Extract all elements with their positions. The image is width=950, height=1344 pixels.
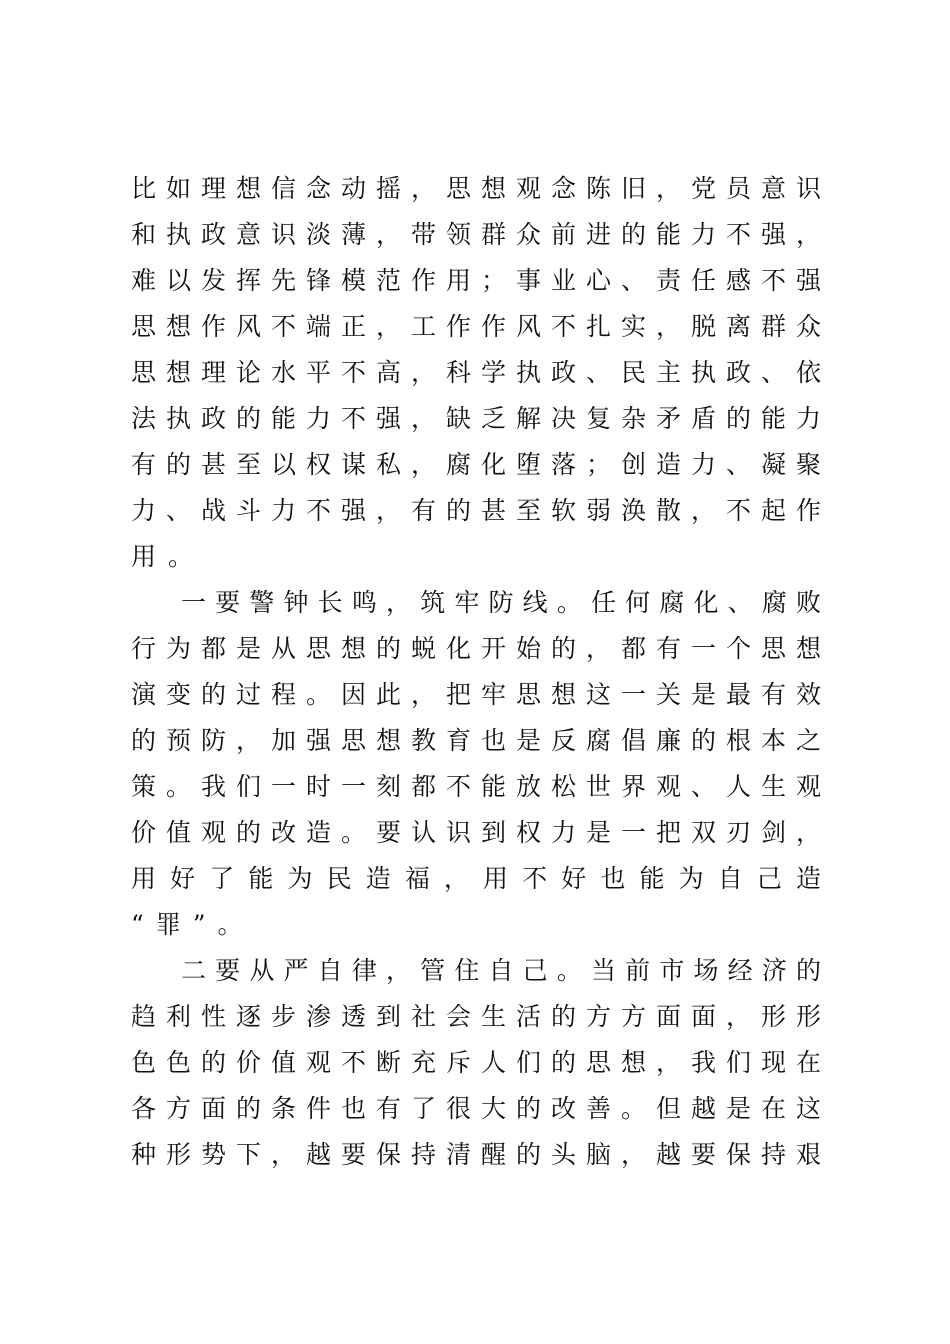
text-line: 各方面的条件也有了很大的改善。但越是在这	[131, 1094, 821, 1123]
text-line: 种形势下，越要保持清醒的头脑，越要保持艰	[131, 1140, 821, 1169]
text-line: 和执政意识淡薄，带领群众前进的能力不强，	[131, 220, 821, 249]
text-line: 法执政的能力不强，缺乏解决复杂矛盾的能力	[131, 404, 821, 433]
text-line: 比如理想信念动摇，思想观念陈旧，党员意识	[131, 174, 821, 203]
text-line: 的预防，加强思想教育也是反腐倡廉的根本之	[131, 726, 821, 755]
text-line: “罪”。	[131, 910, 255, 939]
text-line: 难以发挥先锋模范作用；事业心、责任感不强	[131, 266, 821, 295]
text-line: 思想作风不端正，工作作风不扎实，脱离群众	[131, 312, 821, 341]
paragraph-first-line: 一要警钟长鸣，筑牢防线。任何腐化、腐败	[181, 588, 821, 617]
body-text	[131, 166, 821, 1178]
text-line: 力、战斗力不强，有的甚至软弱涣散，不起作	[131, 496, 821, 525]
text-line: 色色的价值观不断充斥人们的思想，我们现在	[131, 1048, 821, 1077]
text-line: 思想理论水平不高，科学执政、民主执政、依	[131, 358, 821, 387]
paragraph-first-line: 二要从严自律，管住自己。当前市场经济的	[181, 956, 821, 985]
text-line: 策。我们一时一刻都不能放松世界观、人生观	[131, 772, 821, 801]
text-line: 行为都是从思想的蜕化开始的，都有一个思想	[131, 634, 821, 663]
text-line: 演变的过程。因此，把牢思想这一关是最有效	[131, 680, 821, 709]
text-line: 有的甚至以权谋私，腐化堕落；创造力、凝聚	[131, 450, 821, 479]
text-line: 用。	[131, 542, 206, 571]
text-line: 趋利性逐步渗透到社会生活的方方面面，形形	[131, 1002, 821, 1031]
text-line: 用好了能为民造福，用不好也能为自己造	[131, 864, 821, 893]
text-line: 价值观的改造。要认识到权力是一把双刃剑，	[131, 818, 821, 847]
